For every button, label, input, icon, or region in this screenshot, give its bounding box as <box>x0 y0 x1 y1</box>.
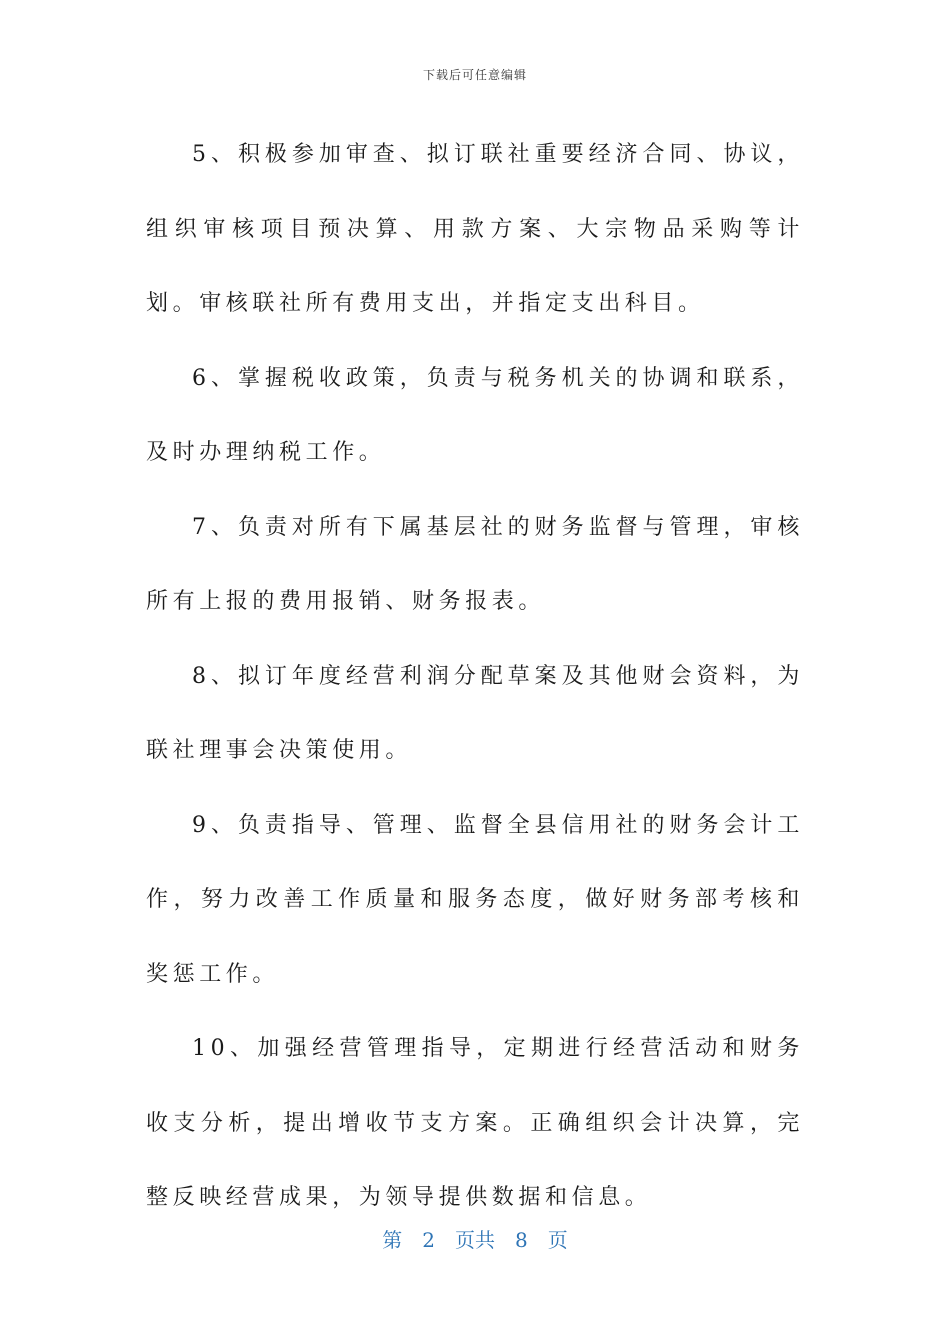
paragraph-item-5: 5、积极参加审查、拟订联社重要经济合同、协议，组织审核项目预决算、用款方案、大宗物品采购等计划。审核联社所有费用支出，并指定支出科目。 <box>146 142 804 316</box>
footer-middle: 页共 <box>455 1228 495 1252</box>
paragraph-item-6: 6、掌握税收政策，负责与税务机关的协调和联系，及时办理纳税工作。 <box>146 365 804 465</box>
paragraph-item-9: 9、负责指导、管理、监督全县信用社的财务会计工作，努力改善工作质量和服务态度，做好财务部考核和奖惩工作。 <box>146 812 804 987</box>
paragraph-item-7: 7、负责对所有下属基层社的财务监督与管理，审核所有上报的费用报销、财务报表。 <box>146 514 804 614</box>
footer-prefix: 第 <box>382 1228 403 1252</box>
footer-suffix: 页 <box>547 1228 568 1252</box>
paragraph-item-10: 10、加强经营管理指导，定期进行经营活动和财务收支分析，提出增收节支方案。正确组织会计决算，完整反映经营成果，为领导提供数据和信息。 <box>146 1036 804 1210</box>
paragraph-item-8: 8、拟订年度经营利润分配草案及其他财会资料，为联社理事会决策使用。 <box>146 663 804 763</box>
page-header: 下载后可任意编辑 <box>422 68 527 82</box>
page-number-footer <box>0 1224 950 1253</box>
current-page-number: 2 <box>422 1228 435 1252</box>
document-body <box>146 118 804 1236</box>
total-page-number: 8 <box>515 1228 528 1252</box>
